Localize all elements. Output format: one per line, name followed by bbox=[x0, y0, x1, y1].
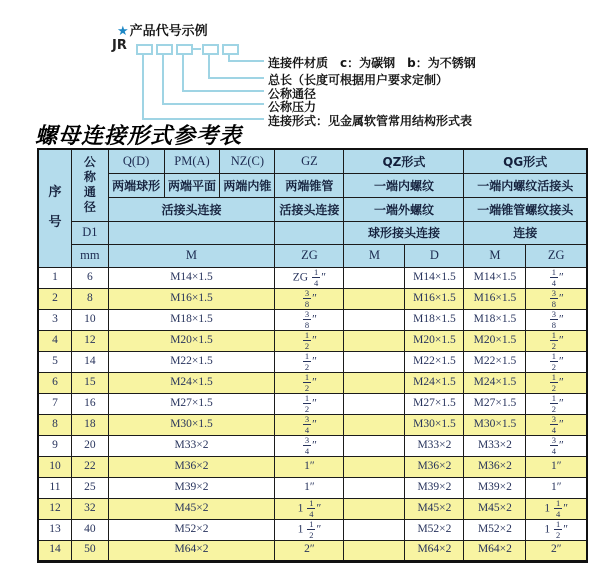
dn-cell: 25 bbox=[72, 477, 109, 498]
gz-zg-cell: 1 $\frac{1}{4}$ ″ bbox=[275, 498, 344, 519]
diagram-label-material: 连接件材质 c：为碳钢 b：为不锈钢 bbox=[268, 56, 476, 70]
header-qz-conn: 球形接头连接 bbox=[344, 221, 464, 244]
dn-cell: 20 bbox=[72, 435, 109, 456]
seq-cell: 10 bbox=[38, 456, 72, 477]
qg-zg-cell: 1 $\frac{1}{2}$ ″ bbox=[526, 519, 587, 540]
table-header bbox=[38, 149, 587, 267]
table-row bbox=[38, 393, 587, 414]
code-box-4 bbox=[202, 44, 219, 55]
qz-m-cell bbox=[344, 330, 405, 351]
qz-m-cell bbox=[344, 519, 405, 540]
gz-zg-cell: $\frac{1}{2}$ ″ bbox=[275, 372, 344, 393]
qg-zg-cell: $\frac{3}{8}$ ″ bbox=[526, 309, 587, 330]
qg-zg-cell: 1 $\frac{1}{4}$ ″ bbox=[526, 498, 587, 519]
qz-d-cell: M64×2 bbox=[405, 540, 464, 561]
star-icon: ★ bbox=[117, 24, 129, 39]
dn-cell: 16 bbox=[72, 393, 109, 414]
gz-zg-cell: 1″ bbox=[275, 477, 344, 498]
qg-m-cell: M30×1.5 bbox=[464, 414, 526, 435]
qz-m-cell bbox=[344, 477, 405, 498]
m-cell: M20×1.5 bbox=[108, 330, 275, 351]
gz-zg-cell: 2″ bbox=[275, 540, 344, 561]
qg-m-cell: M16×1.5 bbox=[464, 288, 526, 309]
seq-cell: 9 bbox=[38, 435, 72, 456]
qg-m-cell: M20×1.5 bbox=[464, 330, 526, 351]
code-box-1 bbox=[136, 44, 153, 55]
qg-m-cell: M22×1.5 bbox=[464, 351, 526, 372]
qz-m-cell bbox=[344, 351, 405, 372]
qz-m-cell bbox=[344, 435, 405, 456]
header-qg-sub2: 一端锥管螺纹接头 bbox=[464, 197, 587, 221]
qg-m-cell: M14×1.5 bbox=[464, 267, 526, 288]
qz-m-cell bbox=[344, 540, 405, 561]
m-cell: M36×2 bbox=[108, 456, 275, 477]
gz-zg-cell: $\frac{3}{4}$ ″ bbox=[275, 414, 344, 435]
code-dash bbox=[193, 48, 201, 50]
qz-m-cell bbox=[344, 267, 405, 288]
table-row bbox=[38, 456, 587, 477]
header-gz-conn: 活接头连接 bbox=[275, 197, 344, 221]
diagram-label-connection: 连接形式：见金属软管常用结构形式表 bbox=[268, 114, 473, 128]
qg-m-cell: M36×2 bbox=[464, 456, 526, 477]
header-seq: 序号 bbox=[38, 149, 72, 267]
m-cell: M33×2 bbox=[108, 435, 275, 456]
m-cell: M16×1.5 bbox=[108, 288, 275, 309]
nut-connection-table bbox=[37, 148, 588, 563]
dn-cell: 22 bbox=[72, 456, 109, 477]
gz-zg-cell: 1″ bbox=[275, 456, 344, 477]
qg-m-cell: M27×1.5 bbox=[464, 393, 526, 414]
qg-zg-cell: $\frac{1}{2}$ ″ bbox=[526, 372, 587, 393]
qz-m-cell bbox=[344, 309, 405, 330]
header-qg-conn: 连接 bbox=[464, 221, 587, 244]
table-row bbox=[38, 540, 587, 561]
connector-line bbox=[228, 60, 264, 62]
diagram-label-diameter: 公称通径 bbox=[268, 87, 317, 101]
qg-zg-cell: $\frac{3}{4}$ ″ bbox=[526, 435, 587, 456]
m-cell: M22×1.5 bbox=[108, 351, 275, 372]
header-gz-zg: ZG bbox=[275, 244, 344, 267]
gz-zg-cell: $\frac{3}{8}$ ″ bbox=[275, 288, 344, 309]
connector-line bbox=[182, 90, 264, 92]
header-col-gz: GZ bbox=[275, 149, 344, 173]
connector-line bbox=[162, 103, 264, 105]
seq-cell: 8 bbox=[38, 414, 72, 435]
header-qpmnz-conn: 活接头连接 bbox=[108, 197, 275, 221]
seq-cell: 11 bbox=[38, 477, 72, 498]
m-cell: M45×2 bbox=[108, 498, 275, 519]
m-cell: M18×1.5 bbox=[108, 309, 275, 330]
qz-m-cell bbox=[344, 288, 405, 309]
qz-d-cell: M39×2 bbox=[405, 477, 464, 498]
seq-cell: 2 bbox=[38, 288, 72, 309]
qz-d-cell: M14×1.5 bbox=[405, 267, 464, 288]
seq-cell: 6 bbox=[38, 372, 72, 393]
table-row bbox=[38, 330, 587, 351]
qz-d-cell: M20×1.5 bbox=[405, 330, 464, 351]
table-row bbox=[38, 477, 587, 498]
dn-cell: 18 bbox=[72, 414, 109, 435]
dn-cell: 8 bbox=[72, 288, 109, 309]
connector-line bbox=[162, 53, 164, 105]
gz-zg-cell: 1 $\frac{1}{2}$ ″ bbox=[275, 519, 344, 540]
header-nz-sub: 两端内锥 bbox=[220, 173, 275, 197]
qg-zg-cell: 1″ bbox=[526, 477, 587, 498]
qg-zg-cell: 2″ bbox=[526, 540, 587, 561]
qg-m-cell: M24×1.5 bbox=[464, 372, 526, 393]
m-cell: M52×2 bbox=[108, 519, 275, 540]
header-m-span: M bbox=[108, 244, 275, 267]
header-q-sub: 两端球形 bbox=[108, 173, 164, 197]
connector-line bbox=[208, 53, 210, 79]
header-pm-sub: 两端平面 bbox=[164, 173, 220, 197]
table-row bbox=[38, 267, 587, 288]
qz-d-cell: M18×1.5 bbox=[405, 309, 464, 330]
gz-zg-cell: $\frac{3}{4}$ ″ bbox=[275, 435, 344, 456]
qz-m-cell bbox=[344, 372, 405, 393]
header-col-pm: PM(A) bbox=[164, 149, 220, 173]
diagram-label-pressure: 公称压力 bbox=[268, 100, 317, 114]
m-cell: M24×1.5 bbox=[108, 372, 275, 393]
dn-cell: 14 bbox=[72, 351, 109, 372]
qz-d-cell: M16×1.5 bbox=[405, 288, 464, 309]
table-row bbox=[38, 372, 587, 393]
header-col-qz: QZ形式 bbox=[344, 149, 464, 173]
header-d1: D1 bbox=[72, 221, 109, 244]
seq-cell: 1 bbox=[38, 267, 72, 288]
header-mm: mm bbox=[72, 244, 109, 267]
m-cell: M64×2 bbox=[108, 540, 275, 561]
qg-m-cell: M18×1.5 bbox=[464, 309, 526, 330]
qz-m-cell bbox=[344, 456, 405, 477]
header-qz-sub2: 一端外螺纹 bbox=[344, 197, 464, 221]
connector-line bbox=[208, 77, 264, 79]
qz-d-cell: M33×2 bbox=[405, 435, 464, 456]
table-row bbox=[38, 288, 587, 309]
connector-line bbox=[182, 53, 184, 92]
diagram-title-text: 产品代号示例 bbox=[129, 24, 208, 39]
seq-cell: 5 bbox=[38, 351, 72, 372]
code-box-2 bbox=[156, 44, 173, 55]
header-col-nz: NZ(C) bbox=[220, 149, 275, 173]
seq-cell: 14 bbox=[38, 540, 72, 561]
code-box-3 bbox=[176, 44, 193, 55]
table-row bbox=[38, 435, 587, 456]
qz-m-cell bbox=[344, 414, 405, 435]
code-prefix: JR bbox=[112, 38, 127, 53]
seq-cell: 7 bbox=[38, 393, 72, 414]
header-qz-d: D bbox=[405, 244, 464, 267]
qg-zg-cell: $\frac{3}{4}$ ″ bbox=[526, 414, 587, 435]
header-empty-qpmnz bbox=[108, 221, 275, 244]
dn-cell: 40 bbox=[72, 519, 109, 540]
m-cell: M27×1.5 bbox=[108, 393, 275, 414]
qz-m-cell bbox=[344, 393, 405, 414]
m-cell: M39×2 bbox=[108, 477, 275, 498]
qg-m-cell: M64×2 bbox=[464, 540, 526, 561]
header-qg-sub1: 一端内螺纹活接头 bbox=[464, 173, 587, 197]
header-qz-m: M bbox=[344, 244, 405, 267]
qg-m-cell: M52×2 bbox=[464, 519, 526, 540]
seq-cell: 4 bbox=[38, 330, 72, 351]
dn-cell: 50 bbox=[72, 540, 109, 561]
seq-cell: 3 bbox=[38, 309, 72, 330]
dn-cell: 10 bbox=[72, 309, 109, 330]
code-box-5 bbox=[222, 44, 239, 55]
table-row bbox=[38, 351, 587, 372]
qz-d-cell: M52×2 bbox=[405, 519, 464, 540]
gz-zg-cell: $\frac{3}{8}$ ″ bbox=[275, 309, 344, 330]
gz-zg-cell: $\frac{1}{2}$ ″ bbox=[275, 393, 344, 414]
dn-cell: 6 bbox=[72, 267, 109, 288]
header-col-q: Q(D) bbox=[108, 149, 164, 173]
diagram-title bbox=[117, 20, 208, 39]
qg-zg-cell: $\frac{3}{8}$ ″ bbox=[526, 288, 587, 309]
gz-zg-cell: $\frac{1}{2}$ ″ bbox=[275, 330, 344, 351]
header-qg-m: M bbox=[464, 244, 526, 267]
page-title: 螺母连接形式参考表 bbox=[35, 123, 243, 149]
qg-zg-cell: $\frac{1}{2}$ ″ bbox=[526, 351, 587, 372]
seq-cell: 13 bbox=[38, 519, 72, 540]
table-row bbox=[38, 414, 587, 435]
header-gz-sub: 两端锥管 bbox=[275, 173, 344, 197]
header-qg-zg: ZG bbox=[526, 244, 587, 267]
qg-m-cell: M33×2 bbox=[464, 435, 526, 456]
diagram-label-length: 总长（长度可根据用户要求定制） bbox=[268, 73, 449, 87]
header-qz-sub1: 一端内螺纹 bbox=[344, 173, 464, 197]
dn-cell: 12 bbox=[72, 330, 109, 351]
table-row bbox=[38, 519, 587, 540]
qz-d-cell: M45×2 bbox=[405, 498, 464, 519]
dn-cell: 15 bbox=[72, 372, 109, 393]
qg-m-cell: M45×2 bbox=[464, 498, 526, 519]
gz-zg-cell: ZG $\frac{1}{4}$ ″ bbox=[275, 267, 344, 288]
header-dn: 公称通径 bbox=[72, 149, 109, 221]
header-empty-gz bbox=[275, 221, 344, 244]
m-cell: M14×1.5 bbox=[108, 267, 275, 288]
m-cell: M30×1.5 bbox=[108, 414, 275, 435]
qz-d-cell: M36×2 bbox=[405, 456, 464, 477]
qz-m-cell bbox=[344, 498, 405, 519]
qz-d-cell: M22×1.5 bbox=[405, 351, 464, 372]
qz-d-cell: M30×1.5 bbox=[405, 414, 464, 435]
connector-line bbox=[142, 53, 144, 120]
gz-zg-cell: $\frac{1}{2}$ ″ bbox=[275, 351, 344, 372]
qg-m-cell: M39×2 bbox=[464, 477, 526, 498]
qg-zg-cell: 1″ bbox=[526, 456, 587, 477]
table-body bbox=[38, 267, 587, 561]
seq-cell: 12 bbox=[38, 498, 72, 519]
table-row bbox=[38, 309, 587, 330]
header-col-qg: QG形式 bbox=[464, 149, 587, 173]
table-row bbox=[38, 498, 587, 519]
qz-d-cell: M24×1.5 bbox=[405, 372, 464, 393]
qg-zg-cell: $\frac{1}{4}$ ″ bbox=[526, 267, 587, 288]
qg-zg-cell: $\frac{1}{2}$ ″ bbox=[526, 393, 587, 414]
qz-d-cell: M27×1.5 bbox=[405, 393, 464, 414]
qg-zg-cell: $\frac{1}{2}$ ″ bbox=[526, 330, 587, 351]
dn-cell: 32 bbox=[72, 498, 109, 519]
